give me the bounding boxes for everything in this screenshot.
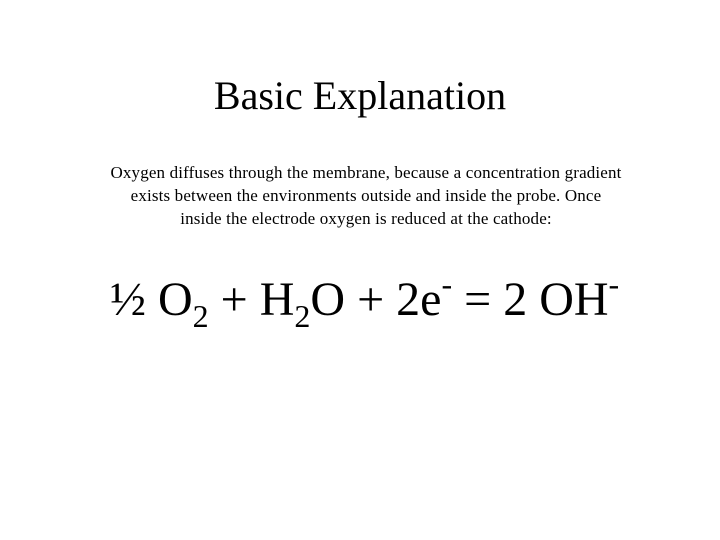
electrons-term: 2e (396, 273, 442, 326)
paragraph-line-2: exists between the environments outside and inside the probe. Once (130, 186, 602, 205)
hydrogen-subscript: 2 (294, 298, 311, 334)
chemical-equation (110, 266, 620, 334)
hydroxide-charge-superscript: - (608, 266, 620, 302)
electron-charge-superscript: - (441, 266, 453, 302)
oxygen-symbol: O (158, 273, 193, 326)
water-oxygen-symbol: O (310, 273, 346, 326)
slide-title: Basic Explanation (213, 73, 507, 118)
explanation-paragraph (66, 161, 666, 230)
hydrogen-symbol: H (259, 273, 295, 326)
paragraph-line-1: Oxygen diffuses through the membrane, because a concentration gradient (110, 163, 622, 182)
equals-sign: = (464, 273, 492, 326)
plus-sign-2: + (357, 273, 385, 326)
half-coefficient: ½ (110, 273, 146, 326)
plus-sign-1: + (220, 273, 248, 326)
hydroxide-term: 2 OH (503, 273, 609, 326)
paragraph-line-3: inside the electrode oxygen is reduced at the cathode: (180, 209, 552, 228)
oxygen-subscript: 2 (192, 298, 209, 334)
